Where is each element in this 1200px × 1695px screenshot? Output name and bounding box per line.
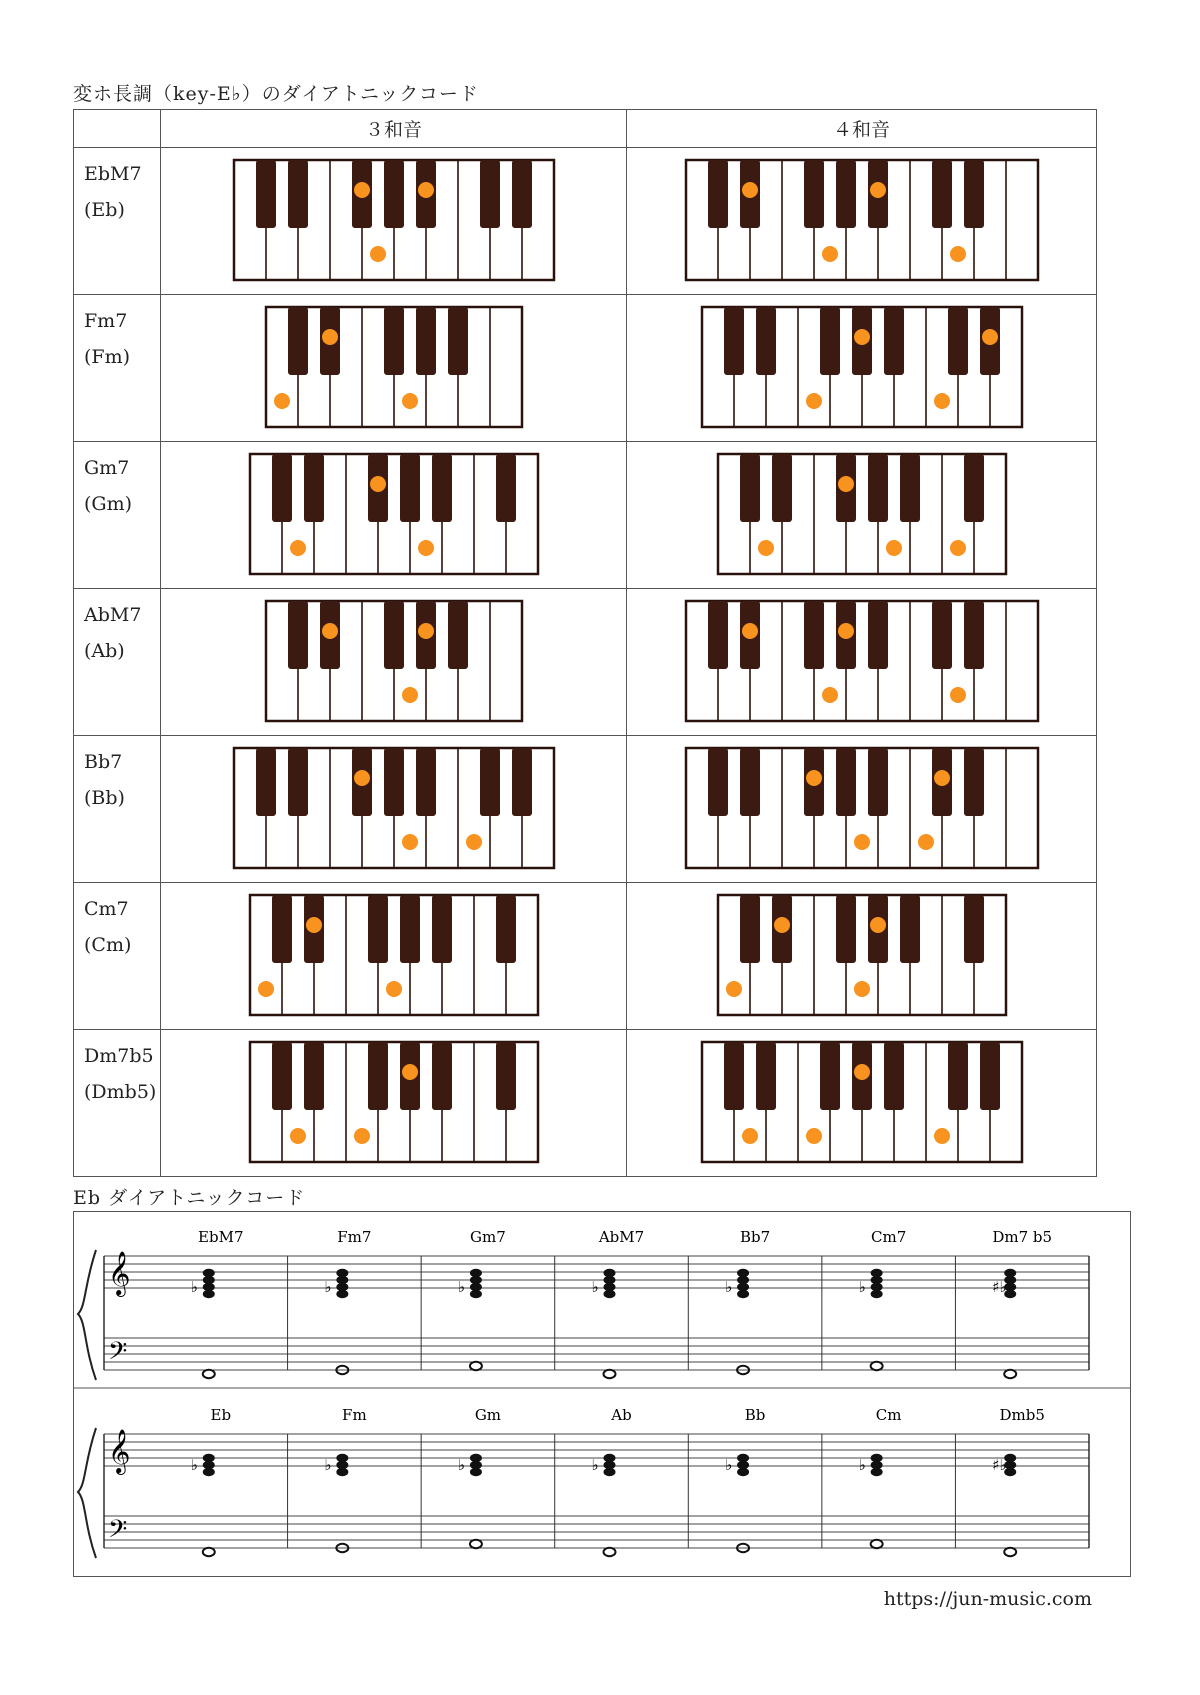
black-key bbox=[772, 454, 792, 522]
bass-note bbox=[604, 1548, 616, 1556]
black-key bbox=[740, 895, 760, 963]
chord-note bbox=[470, 1269, 482, 1277]
grand-staff-top bbox=[78, 1228, 1089, 1380]
note-dot bbox=[934, 770, 950, 786]
keyboard-frame bbox=[686, 601, 1038, 721]
triad-keyboard bbox=[263, 599, 525, 725]
note-dot bbox=[806, 770, 822, 786]
note-dot bbox=[322, 623, 338, 639]
black-key bbox=[724, 1042, 744, 1110]
note-dot bbox=[742, 182, 758, 198]
black-key bbox=[964, 160, 984, 228]
black-key bbox=[256, 160, 276, 228]
black-key bbox=[868, 454, 888, 522]
black-key bbox=[432, 895, 452, 963]
triad-chord-label: (Bb) bbox=[84, 787, 125, 809]
note-dot bbox=[870, 182, 886, 198]
triad-keyboard-cell bbox=[161, 589, 627, 736]
site-url[interactable]: https://jun-music.com bbox=[883, 1588, 1092, 1610]
black-key bbox=[900, 895, 920, 963]
black-key bbox=[432, 454, 452, 522]
note-dot bbox=[386, 981, 402, 997]
note-dot bbox=[402, 834, 418, 850]
note-dot bbox=[934, 1128, 950, 1144]
header-seventh: ４和音 bbox=[627, 110, 1097, 148]
chord-name bbox=[74, 883, 160, 963]
seventh-keyboard bbox=[683, 158, 1041, 284]
note-dot bbox=[402, 1064, 418, 1080]
chord-row bbox=[74, 1030, 1097, 1177]
note-dot bbox=[354, 182, 370, 198]
black-key bbox=[964, 748, 984, 816]
note-dot bbox=[838, 623, 854, 639]
black-key bbox=[256, 748, 276, 816]
black-key bbox=[868, 748, 888, 816]
black-key bbox=[820, 307, 840, 375]
black-key bbox=[900, 454, 920, 522]
bass-note bbox=[1004, 1548, 1016, 1556]
black-key bbox=[272, 1042, 292, 1110]
chord-row bbox=[74, 589, 1097, 736]
chord-name-cell bbox=[74, 148, 161, 295]
black-key bbox=[884, 1042, 904, 1110]
chord-name bbox=[74, 295, 160, 375]
chord-name-cell bbox=[74, 589, 161, 736]
black-key bbox=[740, 748, 760, 816]
seventh-keyboard bbox=[683, 599, 1041, 725]
note-dot bbox=[354, 770, 370, 786]
bass-note bbox=[470, 1362, 482, 1370]
black-key bbox=[804, 160, 824, 228]
black-key bbox=[288, 748, 308, 816]
black-key bbox=[384, 160, 404, 228]
note-dot bbox=[274, 393, 290, 409]
black-key bbox=[416, 748, 436, 816]
note-dot bbox=[854, 329, 870, 345]
black-key bbox=[496, 895, 516, 963]
black-key bbox=[708, 160, 728, 228]
chord-note bbox=[604, 1454, 616, 1462]
chord-symbol: Bb bbox=[744, 1406, 766, 1424]
seventh-chord-label: Cm7 bbox=[84, 898, 129, 920]
chord-symbol: Eb bbox=[210, 1406, 232, 1424]
seventh-keyboard bbox=[699, 305, 1025, 431]
black-key bbox=[304, 1042, 324, 1110]
black-key bbox=[272, 454, 292, 522]
chord-symbol: Ab bbox=[611, 1406, 632, 1424]
seventh-chord-label: Bb7 bbox=[84, 751, 123, 773]
seventh-keyboard-cell bbox=[627, 1030, 1097, 1177]
chord-note bbox=[871, 1454, 883, 1462]
note-dot bbox=[822, 687, 838, 703]
accidental: ♭ bbox=[457, 1278, 466, 1296]
black-key bbox=[512, 160, 532, 228]
bass-note bbox=[604, 1370, 616, 1378]
triad-keyboard bbox=[231, 158, 557, 284]
seventh-chord-label: Dm7b5 bbox=[84, 1045, 154, 1067]
black-key bbox=[400, 895, 420, 963]
chord-name bbox=[74, 1030, 160, 1110]
note-dot bbox=[290, 1128, 306, 1144]
bass-note bbox=[203, 1370, 215, 1378]
bass-note bbox=[871, 1540, 883, 1548]
note-dot bbox=[370, 476, 386, 492]
note-dot bbox=[806, 393, 822, 409]
triad-keyboard bbox=[263, 305, 525, 431]
note-dot bbox=[854, 834, 870, 850]
black-key bbox=[368, 895, 388, 963]
chord-symbol: Cm bbox=[875, 1406, 902, 1424]
note-dot bbox=[758, 540, 774, 556]
note-dot bbox=[950, 540, 966, 556]
chord-symbol: Fm7 bbox=[337, 1228, 372, 1246]
keyboard-frame bbox=[250, 1042, 538, 1162]
chord-symbol: Dm7 b5 bbox=[992, 1228, 1053, 1246]
black-key bbox=[708, 601, 728, 669]
black-key bbox=[964, 601, 984, 669]
chord-name-cell bbox=[74, 442, 161, 589]
page-title: 変ホ長調（key-E♭）のダイアトニックコード bbox=[73, 83, 479, 105]
black-key bbox=[884, 307, 904, 375]
black-key bbox=[496, 1042, 516, 1110]
note-dot bbox=[854, 1064, 870, 1080]
note-dot bbox=[290, 540, 306, 556]
note-dot bbox=[726, 981, 742, 997]
note-dot bbox=[418, 182, 434, 198]
black-key bbox=[932, 601, 952, 669]
chord-symbol: AbM7 bbox=[598, 1228, 645, 1246]
black-key bbox=[272, 895, 292, 963]
seventh-keyboard-cell bbox=[627, 295, 1097, 442]
chord-name bbox=[74, 148, 160, 228]
header-blank bbox=[74, 110, 161, 148]
black-key bbox=[868, 601, 888, 669]
note-dot bbox=[466, 834, 482, 850]
header-triad: ３和音 bbox=[161, 110, 627, 148]
black-key bbox=[948, 307, 968, 375]
accidental: ♭ bbox=[725, 1456, 733, 1474]
accidental: ♭ bbox=[858, 1278, 866, 1296]
black-key bbox=[448, 307, 468, 375]
chord-note bbox=[203, 1454, 215, 1462]
triad-chord-label: (Fm) bbox=[84, 346, 131, 368]
note-dot bbox=[306, 917, 322, 933]
black-key bbox=[480, 748, 500, 816]
triad-keyboard bbox=[247, 452, 541, 578]
chord-table bbox=[73, 109, 1097, 1177]
keyboard-frame bbox=[686, 160, 1038, 280]
chord-row bbox=[74, 883, 1097, 1030]
black-key bbox=[820, 1042, 840, 1110]
chord-symbol: Gm7 bbox=[470, 1228, 506, 1246]
chord-row bbox=[74, 148, 1097, 295]
seventh-keyboard-cell bbox=[627, 589, 1097, 736]
keyboard-frame bbox=[250, 454, 538, 574]
chord-symbol: Dmb5 bbox=[999, 1406, 1045, 1424]
note-dot bbox=[354, 1128, 370, 1144]
chord-name-cell bbox=[74, 736, 161, 883]
note-dot bbox=[370, 246, 386, 262]
black-key bbox=[964, 895, 984, 963]
black-key bbox=[836, 160, 856, 228]
chord-name bbox=[74, 442, 160, 522]
black-key bbox=[964, 454, 984, 522]
black-key bbox=[288, 601, 308, 669]
accidental: ♭ bbox=[725, 1278, 733, 1296]
chord-symbol: Cm7 bbox=[871, 1228, 907, 1246]
chord-note bbox=[737, 1269, 749, 1277]
black-key bbox=[400, 454, 420, 522]
black-key bbox=[724, 307, 744, 375]
note-dot bbox=[418, 623, 434, 639]
black-key bbox=[512, 748, 532, 816]
triad-keyboard bbox=[247, 1040, 541, 1166]
chord-row bbox=[74, 736, 1097, 883]
chord-note bbox=[470, 1454, 482, 1462]
treble-clef: 𝄞 bbox=[108, 1251, 131, 1295]
chord-name bbox=[74, 736, 160, 816]
triad-chord-label: (Cm) bbox=[84, 934, 132, 956]
chord-name bbox=[74, 589, 160, 669]
triad-keyboard-cell bbox=[161, 736, 627, 883]
chord-symbol: EbM7 bbox=[198, 1228, 244, 1246]
triad-keyboard-cell bbox=[161, 883, 627, 1030]
note-dot bbox=[822, 246, 838, 262]
black-key bbox=[384, 748, 404, 816]
chord-symbol: Bb7 bbox=[739, 1228, 771, 1246]
chord-note bbox=[604, 1269, 616, 1277]
seventh-chord-label: Gm7 bbox=[84, 457, 130, 479]
seventh-keyboard bbox=[699, 1040, 1025, 1166]
black-key bbox=[756, 307, 776, 375]
score-panel bbox=[73, 1211, 1131, 1577]
note-dot bbox=[322, 329, 338, 345]
brace bbox=[78, 1250, 96, 1380]
note-dot bbox=[870, 917, 886, 933]
black-key bbox=[416, 307, 436, 375]
bass-clef: 𝄢 bbox=[108, 1337, 128, 1372]
seventh-chord-label: Fm7 bbox=[84, 310, 128, 332]
bass-note bbox=[871, 1362, 883, 1370]
bass-note bbox=[470, 1540, 482, 1548]
black-key bbox=[288, 307, 308, 375]
note-dot bbox=[418, 540, 434, 556]
triad-chord-label: (Gm) bbox=[84, 493, 133, 515]
black-key bbox=[980, 1042, 1000, 1110]
chord-note bbox=[737, 1454, 749, 1462]
black-key bbox=[496, 454, 516, 522]
table-header-row bbox=[74, 110, 1097, 148]
triad-keyboard-cell bbox=[161, 1030, 627, 1177]
triad-keyboard-cell bbox=[161, 442, 627, 589]
chord-symbol: Fm bbox=[342, 1406, 367, 1424]
black-key bbox=[836, 748, 856, 816]
seventh-keyboard-cell bbox=[627, 883, 1097, 1030]
chord-note bbox=[1004, 1269, 1016, 1277]
accidental: ♭ bbox=[190, 1456, 198, 1474]
black-key bbox=[448, 601, 468, 669]
note-dot bbox=[950, 246, 966, 262]
chord-row bbox=[74, 442, 1097, 589]
chord-note bbox=[336, 1454, 348, 1462]
treble-clef: 𝄞 bbox=[108, 1429, 131, 1473]
chord-name-cell bbox=[74, 295, 161, 442]
chord-row bbox=[74, 295, 1097, 442]
bass-note bbox=[1004, 1370, 1016, 1378]
score-title: Eb ダイアトニックコード bbox=[73, 1187, 306, 1209]
note-dot bbox=[402, 687, 418, 703]
seventh-chord-label: EbM7 bbox=[84, 163, 142, 185]
black-key bbox=[708, 748, 728, 816]
seventh-keyboard bbox=[683, 746, 1041, 872]
seventh-keyboard-cell bbox=[627, 148, 1097, 295]
chord-name-cell bbox=[74, 883, 161, 1030]
triad-keyboard bbox=[247, 893, 541, 1019]
black-key bbox=[740, 454, 760, 522]
accidental: ♭ bbox=[591, 1456, 599, 1474]
black-key bbox=[756, 1042, 776, 1110]
accidental: ♭ bbox=[858, 1456, 866, 1474]
accidental: ♯♭ bbox=[992, 1456, 1007, 1474]
seventh-chord-label: AbM7 bbox=[84, 604, 142, 626]
note-dot bbox=[742, 623, 758, 639]
note-dot bbox=[886, 540, 902, 556]
black-key bbox=[948, 1042, 968, 1110]
accidental: ♭ bbox=[324, 1456, 332, 1474]
black-key bbox=[288, 160, 308, 228]
keyboard-frame bbox=[718, 454, 1006, 574]
accidental: ♯♭ bbox=[992, 1278, 1007, 1296]
note-dot bbox=[774, 917, 790, 933]
chord-name-cell bbox=[74, 1030, 161, 1177]
chord-note bbox=[203, 1269, 215, 1277]
note-dot bbox=[854, 981, 870, 997]
note-dot bbox=[918, 834, 934, 850]
black-key bbox=[384, 601, 404, 669]
black-key bbox=[384, 307, 404, 375]
seventh-keyboard-cell bbox=[627, 736, 1097, 883]
note-dot bbox=[742, 1128, 758, 1144]
seventh-keyboard-cell bbox=[627, 442, 1097, 589]
note-dot bbox=[402, 393, 418, 409]
black-key bbox=[368, 1042, 388, 1110]
note-dot bbox=[258, 981, 274, 997]
bass-note bbox=[203, 1548, 215, 1556]
chord-note bbox=[871, 1269, 883, 1277]
seventh-keyboard bbox=[715, 452, 1009, 578]
chord-note bbox=[336, 1269, 348, 1277]
black-key bbox=[304, 454, 324, 522]
accidental: ♭ bbox=[190, 1278, 198, 1296]
note-dot bbox=[806, 1128, 822, 1144]
triad-chord-label: (Eb) bbox=[84, 199, 125, 221]
triad-chord-label: (Dmb5) bbox=[84, 1081, 157, 1103]
accidental: ♭ bbox=[457, 1456, 466, 1474]
bass-clef: 𝄢 bbox=[108, 1515, 128, 1550]
black-key bbox=[432, 1042, 452, 1110]
black-key bbox=[804, 601, 824, 669]
grand-staff-bottom bbox=[78, 1406, 1089, 1558]
triad-keyboard-cell bbox=[161, 295, 627, 442]
black-key bbox=[836, 895, 856, 963]
black-key bbox=[932, 160, 952, 228]
note-dot bbox=[934, 393, 950, 409]
note-dot bbox=[950, 687, 966, 703]
accidental: ♭ bbox=[591, 1278, 599, 1296]
score-svg bbox=[74, 1212, 1130, 1576]
accidental: ♭ bbox=[324, 1278, 332, 1296]
triad-keyboard-cell bbox=[161, 148, 627, 295]
black-key bbox=[480, 160, 500, 228]
seventh-keyboard bbox=[715, 893, 1009, 1019]
note-dot bbox=[838, 476, 854, 492]
triad-chord-label: (Ab) bbox=[84, 640, 125, 662]
brace bbox=[78, 1428, 96, 1558]
triad-keyboard bbox=[231, 746, 557, 872]
note-dot bbox=[982, 329, 998, 345]
chord-symbol: Gm bbox=[474, 1406, 502, 1424]
